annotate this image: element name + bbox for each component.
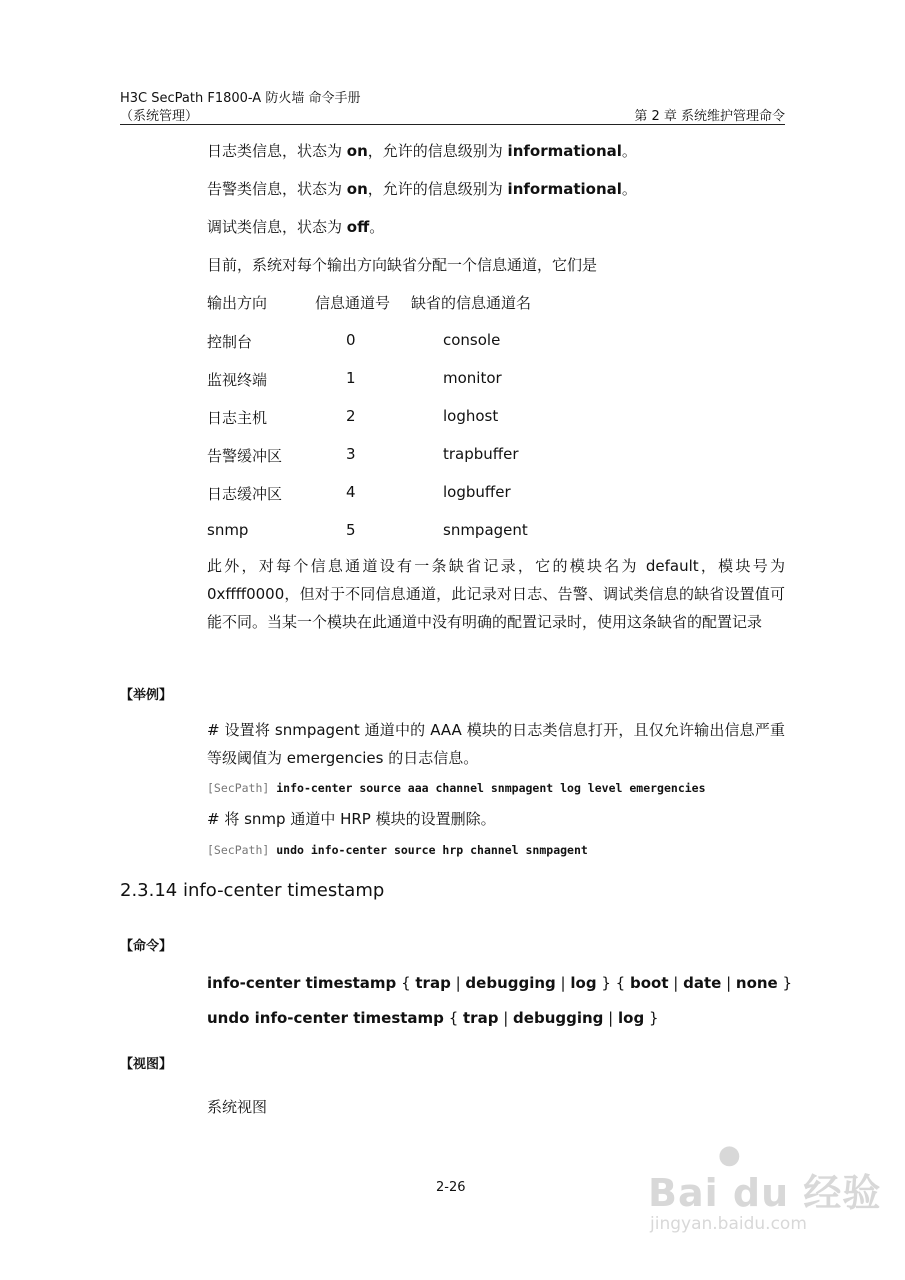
intro-line-debug: 调试类信息，状态为 off。 [207,218,385,236]
view-label: 【视图】 [120,1057,173,1072]
table-cell: 3 [346,445,356,463]
header-rule [120,124,785,125]
table-cell: 2 [346,407,356,425]
table-header-name: 缺省的信息通道名 [411,294,532,312]
intro-line-trap: 告警类信息，状态为 on，允许的信息级别为 informational。 [207,180,637,198]
cli-prompt: [SecPath] [207,843,270,857]
example-comment-1: # 设置将 snmpagent 通道中的 AAA 模块的日志类信息打开，且仅允许输出信息严重等级阈值为 emergencies 的日志信息。 [207,721,785,767]
channels-intro: 目前，系统对每个输出方向缺省分配一个信息通道，它们是 [207,256,598,274]
watermark-url: jingyan.baidu.com [650,1214,807,1234]
page-number: 2-26 [436,1180,466,1195]
example-command-2 [207,843,588,857]
cli-command: info-center source aaa channel snmpagent log level emergencies [276,781,706,795]
header-doc-title: H3C SecPath F1800-A 防火墙 命令手册 [120,91,361,106]
view-value: 系统视图 [207,1098,268,1116]
header-chapter: 第 2 章 系统维护管理命令 [634,109,785,124]
command-label: 【命令】 [120,939,173,954]
cli-command: undo info-center source hrp channel snmpagent [276,843,588,857]
table-header-direction: 输出方向 [207,294,268,312]
table-cell: loghost [443,407,499,425]
table-cell: snmpagent [443,521,528,539]
table-cell: 5 [346,521,356,539]
default-record-note: 此外，对每个信息通道设有一条缺省记录，它的模块名为 default，模块号为 0xffff0000，但对于不同信息通道，此记录对日志、告警、调试类信息的缺省设置值可能不同。当某一个模块在此通道中没有明确的配置记录时，使用这条缺省的配置记录 [207,557,785,631]
cli-prompt: [SecPath] [207,781,270,795]
paw-icon: ● [718,1140,742,1170]
syntax-line-2: undo info-center timestamp { trap | debugging | log } [207,1009,659,1027]
header-doc-subtitle: （系统管理） [120,109,199,124]
watermark-logo: ● Bai du 经验 [648,1140,882,1215]
table-cell: logbuffer [443,483,511,501]
section-heading: 2.3.14 info-center timestamp [120,880,385,901]
table-cell: snmp [207,521,249,539]
table-cell: 0 [346,331,356,349]
example-command-1 [207,781,706,795]
table-cell: 1 [346,369,356,387]
table-cell: monitor [443,369,502,387]
intro-line-log: 日志类信息，状态为 on，允许的信息级别为 informational。 [207,142,637,160]
table-cell: 日志主机 [207,409,268,427]
table-header-number: 信息通道号 [315,294,391,312]
table-cell: 控制台 [207,333,253,351]
table-cell: 监视终端 [207,371,268,389]
table-cell: 4 [346,483,356,501]
example-comment-2: # 将 snmp 通道中 HRP 模块的设置删除。 [207,810,496,828]
example-label: 【举例】 [120,688,173,703]
table-cell: 日志缓冲区 [207,485,283,503]
table-cell: 告警缓冲区 [207,447,283,465]
table-cell: console [443,331,501,349]
table-cell: trapbuffer [443,445,519,463]
syntax-line-1: info-center timestamp { trap | debugging | log } { boot | date | none } [207,974,793,992]
